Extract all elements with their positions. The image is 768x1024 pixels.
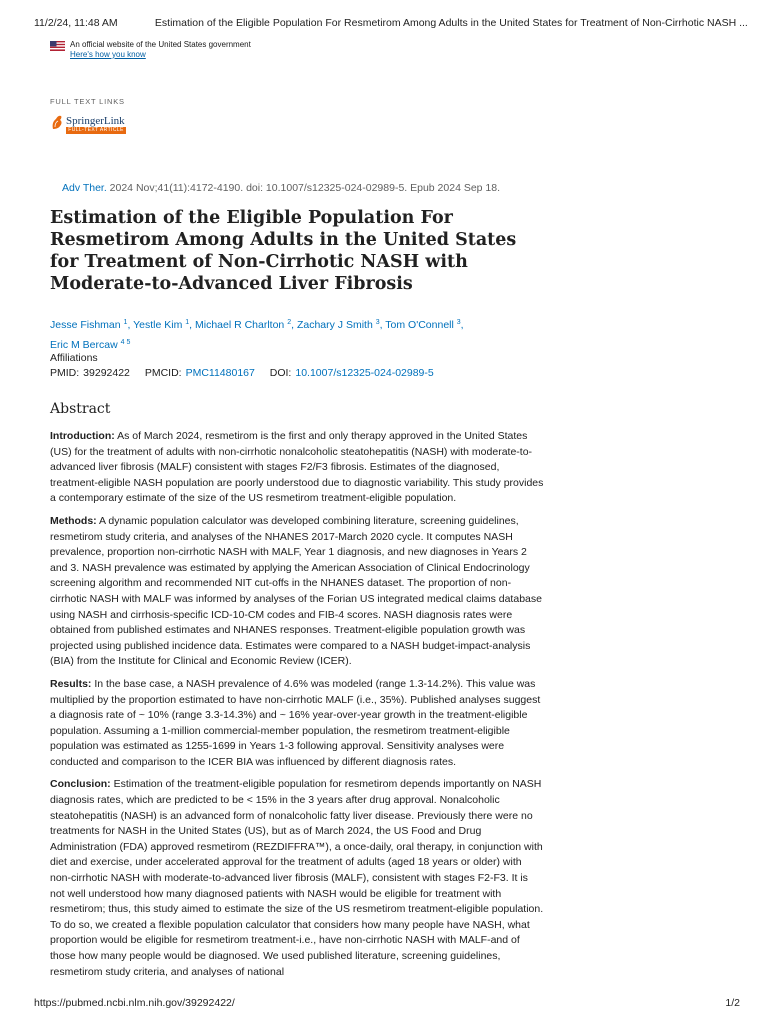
author-list: Jesse Fishman $^1$, Yestle Kim $^1$, Michael R Charlton $^2$, Zachary J Smith $^3$, Tom O'Connell $^3$, Eric M Bercaw $^{4 5}$ [50,319,464,351]
abstract-section-label: Results: [50,677,92,690]
author-link[interactable]: Michael R Charlton [194,319,285,331]
us-flag-icon [50,41,65,51]
springerlink-logo-text: SpringerLink [66,115,125,127]
pmid-value: 39292422 [83,367,130,379]
author-affiliation-marker[interactable]: 4 5 [120,339,131,346]
abstract-section-text: A dynamic population calculator was developed combining literature, screening guidelines, resmetirom study criteria, and analyses of the NHANES 2017-March 2020 cycle. It computes NASH prevalence, proportion non-cirrhotic NASH with MALF, Year 1 diagnosis, and new diagnoses in Years 2 and 3. NASH prevalence was estimated by applying the American Association of Clinical Endocrinology screening algorithm and recommended NIT cut-offs in the NHANES dataset. The proportion of non-cirrhotic NASH with MALF was informed by analyses of the Forian US integrated medical claims database using NASH and cirrhosis-specific ICD-10-CM codes and FIB-4 scores. NASH diagnosis rates were obtained from published estimates and NHANES responses. Treatment-eligible population growth was projected using published incidence data. Estimates were compared to a NASH budget-impact-analysis (BIA) from the Institute for Clinical and Economic Review (ICER). [50,514,542,668]
springer-horse-icon [50,114,64,130]
print-footer [34,997,740,1009]
author-affiliation-marker[interactable]: 2 [287,319,292,326]
citation [62,182,500,194]
gov-banner [50,40,251,60]
heres-how-you-know-link[interactable]: Here's how you know [70,50,146,59]
abstract-body [50,429,544,987]
abstract-section-label: Introduction: [50,430,115,442]
author-link[interactable]: Eric M Bercaw [50,339,118,351]
author-affiliation-marker[interactable]: 3 [375,319,380,326]
print-header [34,17,748,29]
abstract-section-label: Conclusion: [50,778,111,791]
print-page-number: 1/2 [725,997,740,1009]
author-affiliation-marker[interactable]: 3 [456,319,461,326]
print-url: https://pubmed.ncbi.nlm.nih.gov/39292422/ [34,997,235,1009]
author-affiliation-marker[interactable]: 1 [123,319,128,326]
author-affiliation-marker[interactable]: 1 [185,319,190,326]
doi-label: DOI: [269,367,292,379]
abstract-methods [50,514,544,670]
article-title: Estimation of the Eligible Population For Resmetirom Among Adults in the United States for Treatment of Non-Cirrhotic NASH with Moderate-to-Advanced Liver Fibrosis [50,208,517,294]
doi-link[interactable]: 10.1007/s12325-024-02989-5 [295,367,434,379]
print-datetime: 11/2/24, 11:48 AM [34,17,118,29]
gov-banner-text: An official website of the United States government [70,40,251,49]
abstract-conclusion [50,777,544,980]
pmcid-link[interactable]: PMC11480167 [185,367,255,379]
author-link[interactable]: Jesse Fishman [50,319,121,331]
abstract-section-text: In the base case, a NASH prevalence of 4.6% was modeled (range 1.3-14.2%). This value was multiplied by the proportion estimated to have non-cirrhotic MALF (i.e., 35%). Published analyses suggest a diagnosis rate of ~ 10% (range 3.3-14.3%) and ~ 16% year-over-year growth in the treatment-eligible population. Assuming a 1-million commercial-member population, the resmetirom treatment-eligible population was estimated as 1255-1699 in Years 1-3 following approval. Sensitivity analyses were conducted and comparison to the ICER BIA was influenced by different diagnosis rates. [50,677,541,768]
pmcid-label: PMCID: [144,367,182,379]
print-page-title: Estimation of the Eligible Population For Resmetirom Among Adults in the United States for Treatment of Non-Cirrhotic NASH ... [154,17,748,29]
full-text-article-tag: FULL-TEXT ARTICLE [66,127,126,134]
springerlink-full-text-button[interactable] [50,113,130,135]
journal-link[interactable]: Adv Ther. [62,182,107,194]
citation-details: 2024 Nov;41(11):4172-4190. doi: 10.1007/s12325-024-02989-5. Epub 2024 Sep 18. [106,182,501,194]
abstract-section-label: Methods: [50,514,97,527]
abstract-section-text: Estimation of the treatment-eligible population for resmetirom depends importantly on NASH diagnosis rates, which are predicted to be < 15% in the 3 years after drug approval. Nonalcoholic steatohepatitis (NASH) is an advanced form of nonalcoholic fatty liver disease. Previously there were no treatments for NASH in the United States (US), but as of March 2024, the US Food and Drug Administration (FDA) approved resmetirom (REZDIFFRA™), a once-daily, oral therapy, in conjunction with diet and exercise, under accelerated approval for the treatment of adults (aged 18 years or older) with non-cirrhotic NASH with moderate-to-advanced liver fibrosis (MALF), consistent with stages F2-F3. It is not well understood how many diagnosed patients with NASH would be eligible for treatment with resmetirom; thus, this study aimed to estimate the size of the US resmetirom treatment-eligible population. To do so, we created a flexible population calculator that considers how many people have NASH, what proportion would be eligible for resmetirom treatment-i.e., have non-cirrhotic NASH with MALF-and of those how many people would be diagnosed. We used published literature, screening guidelines, resmetirom study criteria, and analyses of national [50,778,544,978]
affiliations-toggle[interactable]: Affiliations [50,352,98,364]
full-text-links-label: FULL TEXT LINKS [50,97,125,106]
author-link[interactable]: Tom O'Connell [385,319,454,331]
abstract-results [50,677,544,771]
abstract-heading: Abstract [50,401,111,417]
pmid-label: PMID: [50,367,80,379]
abstract-section-text: As of March 2024, resmetirom is the first and only therapy approved in the United States (US) for the treatment of adults with non-cirrhotic nonalcoholic steatohepatitis (NASH) with moderate-to-advanced liver fibrosis (MALF) consistent with stages F2/F3 fibrosis. Estimates of the diagnosed, treatment-eligible NASH population are poorly understood due to diagnostic variability. This study provides a contemporary estimate of the size of the US resmetirom treatment-eligible population. [50,430,544,505]
abstract-introduction [50,429,544,507]
author-link[interactable]: Yestle Kim [133,319,183,331]
article-identifiers [50,367,446,379]
author-link[interactable]: Zachary J Smith [296,319,373,331]
